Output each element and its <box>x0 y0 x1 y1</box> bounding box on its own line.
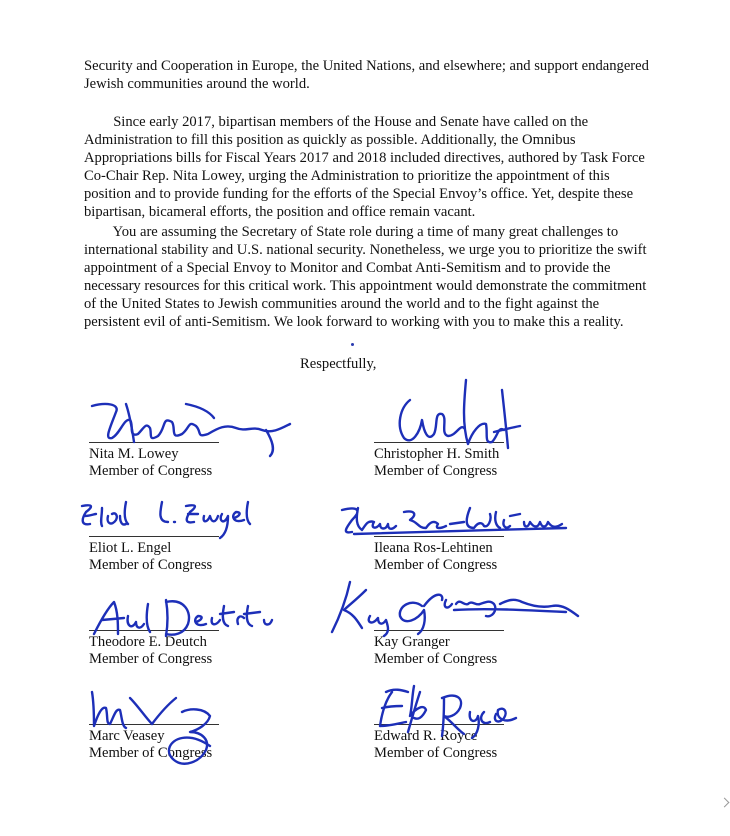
signature-line <box>374 630 504 631</box>
paragraph-line: Since early 2017, bipartisan members of the House and Senate have called on the <box>84 114 589 130</box>
signature-scribble-engel <box>76 494 276 540</box>
paragraph-line: Jewish communities around the world. <box>84 75 310 92</box>
signatory-name: Theodore E. Deutch <box>89 634 207 650</box>
paragraph-line: Security and Cooperation in Europe, the United Nations, and elsewhere; and support endangered <box>84 58 649 74</box>
ink-dot <box>351 343 354 346</box>
page-corner-mark <box>720 798 730 808</box>
signature-line <box>374 442 504 443</box>
signature-line <box>374 724 504 725</box>
paragraph-line: position and to provide funding for the efforts of the Special Envoy’s office. Yet, despite these <box>84 185 634 202</box>
paragraph-2 <box>84 114 652 221</box>
paragraph-line: Co-Chair Rep. Nita Lowey, urging the Administration to prioritize the appointment of this <box>84 167 610 184</box>
signatory-title: Member of Congress <box>89 651 213 667</box>
signature-line <box>89 536 219 537</box>
paragraph-line: appointment of a Special Envoy to Monitor and Combat Anti-Semitism and to provide the <box>84 259 611 276</box>
signatory-title: Member of Congress <box>89 557 213 573</box>
signatory-title: Member of Congress <box>89 463 213 479</box>
paragraph-line: bipartisan, bicameral efforts, the position and office remain vacant. <box>84 203 476 220</box>
paragraph-line: Administration to fill this position as quickly as possible. Additionally, the Omnibus <box>84 131 576 148</box>
signature-line <box>89 442 219 443</box>
signatory-name: Marc Veasey <box>89 728 165 744</box>
paragraph-line: Appropriations bills for Fiscal Years 2017 and 2018 included directives, authored by Task Force <box>84 149 645 166</box>
signatory-title: Member of Congress <box>374 745 498 761</box>
signatory-title: Member of Congress <box>89 745 213 761</box>
signatory-name: Christopher H. Smith <box>374 446 500 462</box>
paragraph-1 <box>84 58 652 94</box>
signature-line <box>374 536 504 537</box>
signature-line <box>89 630 219 631</box>
paragraph-line: You are assuming the Secretary of State role during a time of many great challenges to <box>84 224 619 240</box>
paragraph-line: international stability and U.S. national security. Nonetheless, we urge you to prioritize the swift <box>84 241 647 258</box>
paragraph-line: of the United States to Jewish communities around the world and to the fight against the <box>84 295 600 312</box>
paragraph-line: necessary resources for this critical work. This appointment would demonstrate the commitment <box>84 277 647 294</box>
signatory-name: Edward R. Royce <box>374 728 478 744</box>
signature-line <box>89 724 219 725</box>
signatory-title: Member of Congress <box>374 463 498 479</box>
signatory-name: Ileana Ros-Lehtinen <box>374 540 493 556</box>
signatory-name: Nita M. Lowey <box>89 446 179 462</box>
signatory-title: Member of Congress <box>374 557 498 573</box>
paragraph-line: persistent evil of anti-Semitism. We look forward to working with you to make this a reality. <box>84 313 624 330</box>
signatory-name: Kay Granger <box>374 634 450 650</box>
paragraph-3 <box>84 224 652 331</box>
closing-salutation: Respectfully, <box>300 356 377 372</box>
signatory-title: Member of Congress <box>374 651 498 667</box>
signatory-name: Eliot L. Engel <box>89 540 172 556</box>
signature-scribble-granger <box>326 576 586 638</box>
